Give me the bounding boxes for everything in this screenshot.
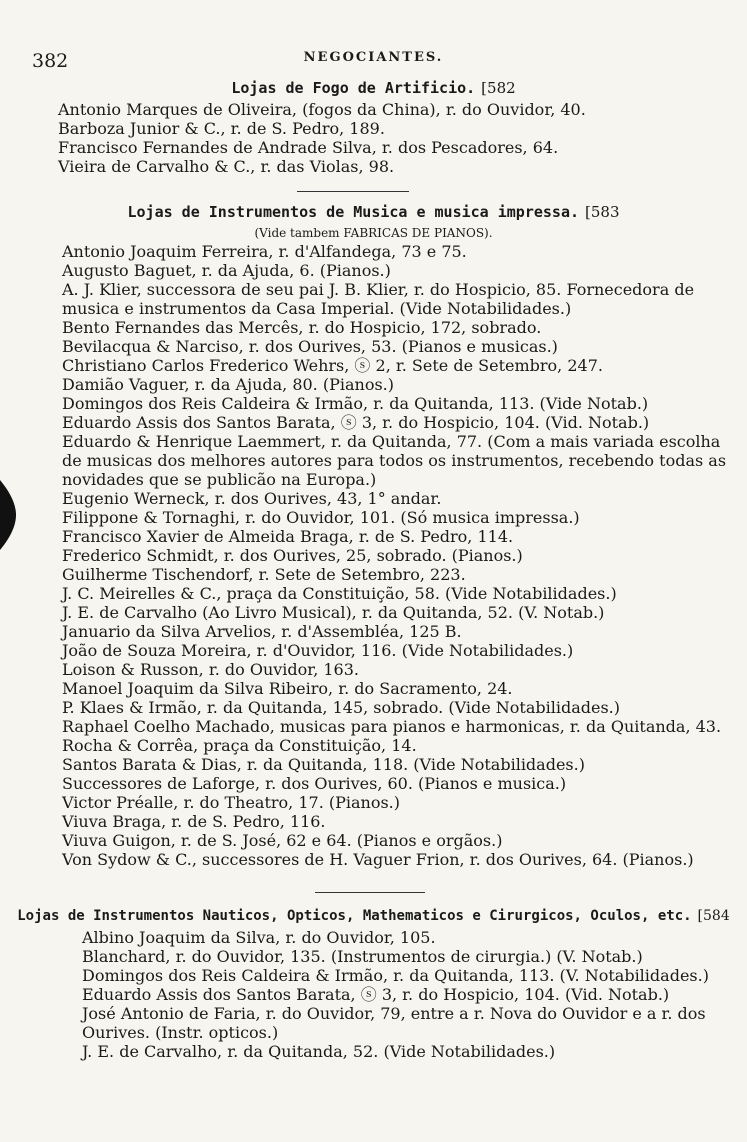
section-title	[0, 76, 747, 100]
section-fogo-artificio	[0, 76, 747, 176]
list-item: Loison & Russon, r. do Ouvidor, 163.	[62, 660, 359, 679]
page-number: 382	[32, 50, 69, 72]
list-item: Santos Barata & Dias, r. da Quitanda, 118. (Vide Notabilidades.)	[62, 755, 585, 774]
list-item: Albino Joaquim da Silva, r. do Ouvidor, 105.	[82, 928, 436, 947]
section-code: [583	[585, 203, 620, 221]
list-item: A. J. Klier, successora de seu pai J. B. Klier, r. do Hospicio, 85. Fornecedora de musica e instrumentos da Casa Imperial. (Vide Notabilidades.)	[62, 280, 695, 318]
list-item: Vieira de Carvalho & C., r. das Violas, 98.	[58, 157, 395, 176]
list-item: Januario da Silva Arvelios, r. d'Assembléa, 125 B.	[62, 622, 462, 641]
list-item: Manoel Joaquim da Silva Ribeiro, r. do Sacramento, 24.	[62, 679, 513, 698]
list-item: Eduardo & Henrique Laemmert, r. da Quitanda, 77. (Com a mais variada escolha de musicas dos melhores autores para todos os instrumentos, recebendo todas as novidades que se publicão na Europa.)	[62, 432, 727, 489]
section-instrumentos-musica	[0, 200, 747, 869]
list-item: Christiano Carlos Frederico Wehrs, ⓢ 2, r. Sete de Setembro, 247.	[62, 356, 603, 375]
list-item: Viuva Braga, r. de S. Pedro, 116.	[62, 812, 326, 831]
list-item: Eduardo Assis dos Santos Barata, ⓢ 3, r. do Hospicio, 104. (Vid. Notab.)	[62, 413, 650, 432]
list-item: Domingos dos Reis Caldeira & Irmão, r. da Quitanda, 113. (Vide Notab.)	[62, 394, 649, 413]
list-item: Damião Vaguer, r. da Ajuda, 80. (Pianos.)	[62, 375, 394, 394]
list-item: J. E. de Carvalho, r. da Quitanda, 52. (Vide Notabilidades.)	[82, 1042, 556, 1061]
list-item: João de Souza Moreira, r. d'Ouvidor, 116. (Vide Notabilidades.)	[62, 641, 574, 660]
section-code: [582	[481, 79, 516, 97]
section-title-text: Lojas de Instrumentos de Musica e musica impressa.	[127, 203, 580, 221]
list-item: Guilherme Tischendorf, r. Sete de Setembro, 223.	[62, 565, 466, 584]
list-item: Francisco Fernandes de Andrade Silva, r. dos Pescadores, 64.	[58, 138, 559, 157]
running-head: NEGOCIANTES.	[303, 50, 444, 65]
section-note: (Vide tambem FABRICAS DE PIANOS).	[254, 226, 493, 240]
list-item: J. E. de Carvalho (Ao Livro Musical), r. da Quitanda, 52. (V. Notab.)	[62, 603, 605, 622]
list-item: Filippone & Tornaghi, r. do Ouvidor, 101. (Só musica impressa.)	[62, 508, 580, 527]
list-item: Frederico Schmidt, r. dos Ourives, 25, sobrado. (Pianos.)	[62, 546, 523, 565]
section-title-text: Lojas de Instrumentos Nauticos, Opticos, Mathematicos e Cirurgicos, Oculos, etc.	[17, 908, 692, 924]
list-item: Blanchard, r. do Ouvidor, 135. (Instrumentos de cirurgia.) (V. Notab.)	[82, 947, 643, 966]
list-item: Eugenio Werneck, r. dos Ourives, 43, 1° andar.	[62, 489, 442, 508]
list-item: Successores de Laforge, r. dos Ourives, 60. (Pianos e musica.)	[62, 774, 567, 793]
list-item: Raphael Coelho Machado, musicas para pianos e harmonicas, r. da Quitanda, 43.	[62, 717, 722, 736]
list-item: Rocha & Corrêa, praça da Constituição, 14.	[62, 736, 417, 755]
list-item: Antonio Joaquim Ferreira, r. d'Alfandega, 73 e 75.	[62, 242, 467, 261]
list-item: Bento Fernandes das Mercês, r. do Hospicio, 172, sobrado.	[62, 318, 542, 337]
list-item: José Antonio de Faria, r. do Ouvidor, 79, entre a r. Nova do Ouvidor e a r. dos Ourives. (Instr. opticos.)	[82, 1004, 706, 1042]
list-item: Viuva Guigon, r. de S. José, 62 e 64. (Pianos e orgãos.)	[62, 831, 503, 850]
list-item: Bevilacqua & Narciso, r. dos Ourives, 53. (Pianos e musicas.)	[62, 337, 558, 356]
list-item: P. Klaes & Irmão, r. da Quitanda, 145, sobrado. (Vide Notabilidades.)	[62, 698, 620, 717]
list-item: Victor Préalle, r. do Theatro, 17. (Pianos.)	[62, 793, 401, 812]
list-item: Francisco Xavier de Almeida Braga, r. de S. Pedro, 114.	[62, 527, 514, 546]
section-divider	[315, 892, 425, 893]
section-instrumentos-opticos	[0, 904, 747, 1061]
section-title	[0, 200, 747, 224]
section-title-text: Lojas de Fogo de Artificio.	[231, 79, 476, 97]
section-title	[0, 904, 747, 928]
list-item: Von Sydow & C., successores de H. Vaguer Frion, r. dos Ourives, 64. (Pianos.)	[62, 850, 694, 869]
list-item: Antonio Marques de Oliveira, (fogos da China), r. do Ouvidor, 40.	[58, 100, 586, 119]
section-divider	[297, 191, 409, 192]
list-item: Domingos dos Reis Caldeira & Irmão, r. da Quitanda, 113. (V. Notabilidades.)	[82, 966, 709, 985]
list-item: Barboza Junior & C., r. de S. Pedro, 189.	[58, 119, 385, 138]
list-item: J. C. Meirelles & C., praça da Constituição, 58. (Vide Notabilidades.)	[62, 584, 617, 603]
section-code: [584	[697, 908, 730, 924]
list-item: Eduardo Assis dos Santos Barata, ⓢ 3, r. do Hospicio, 104. (Vid. Notab.)	[82, 985, 670, 1004]
list-item: Augusto Baguet, r. da Ajuda, 6. (Pianos.)	[62, 261, 391, 280]
